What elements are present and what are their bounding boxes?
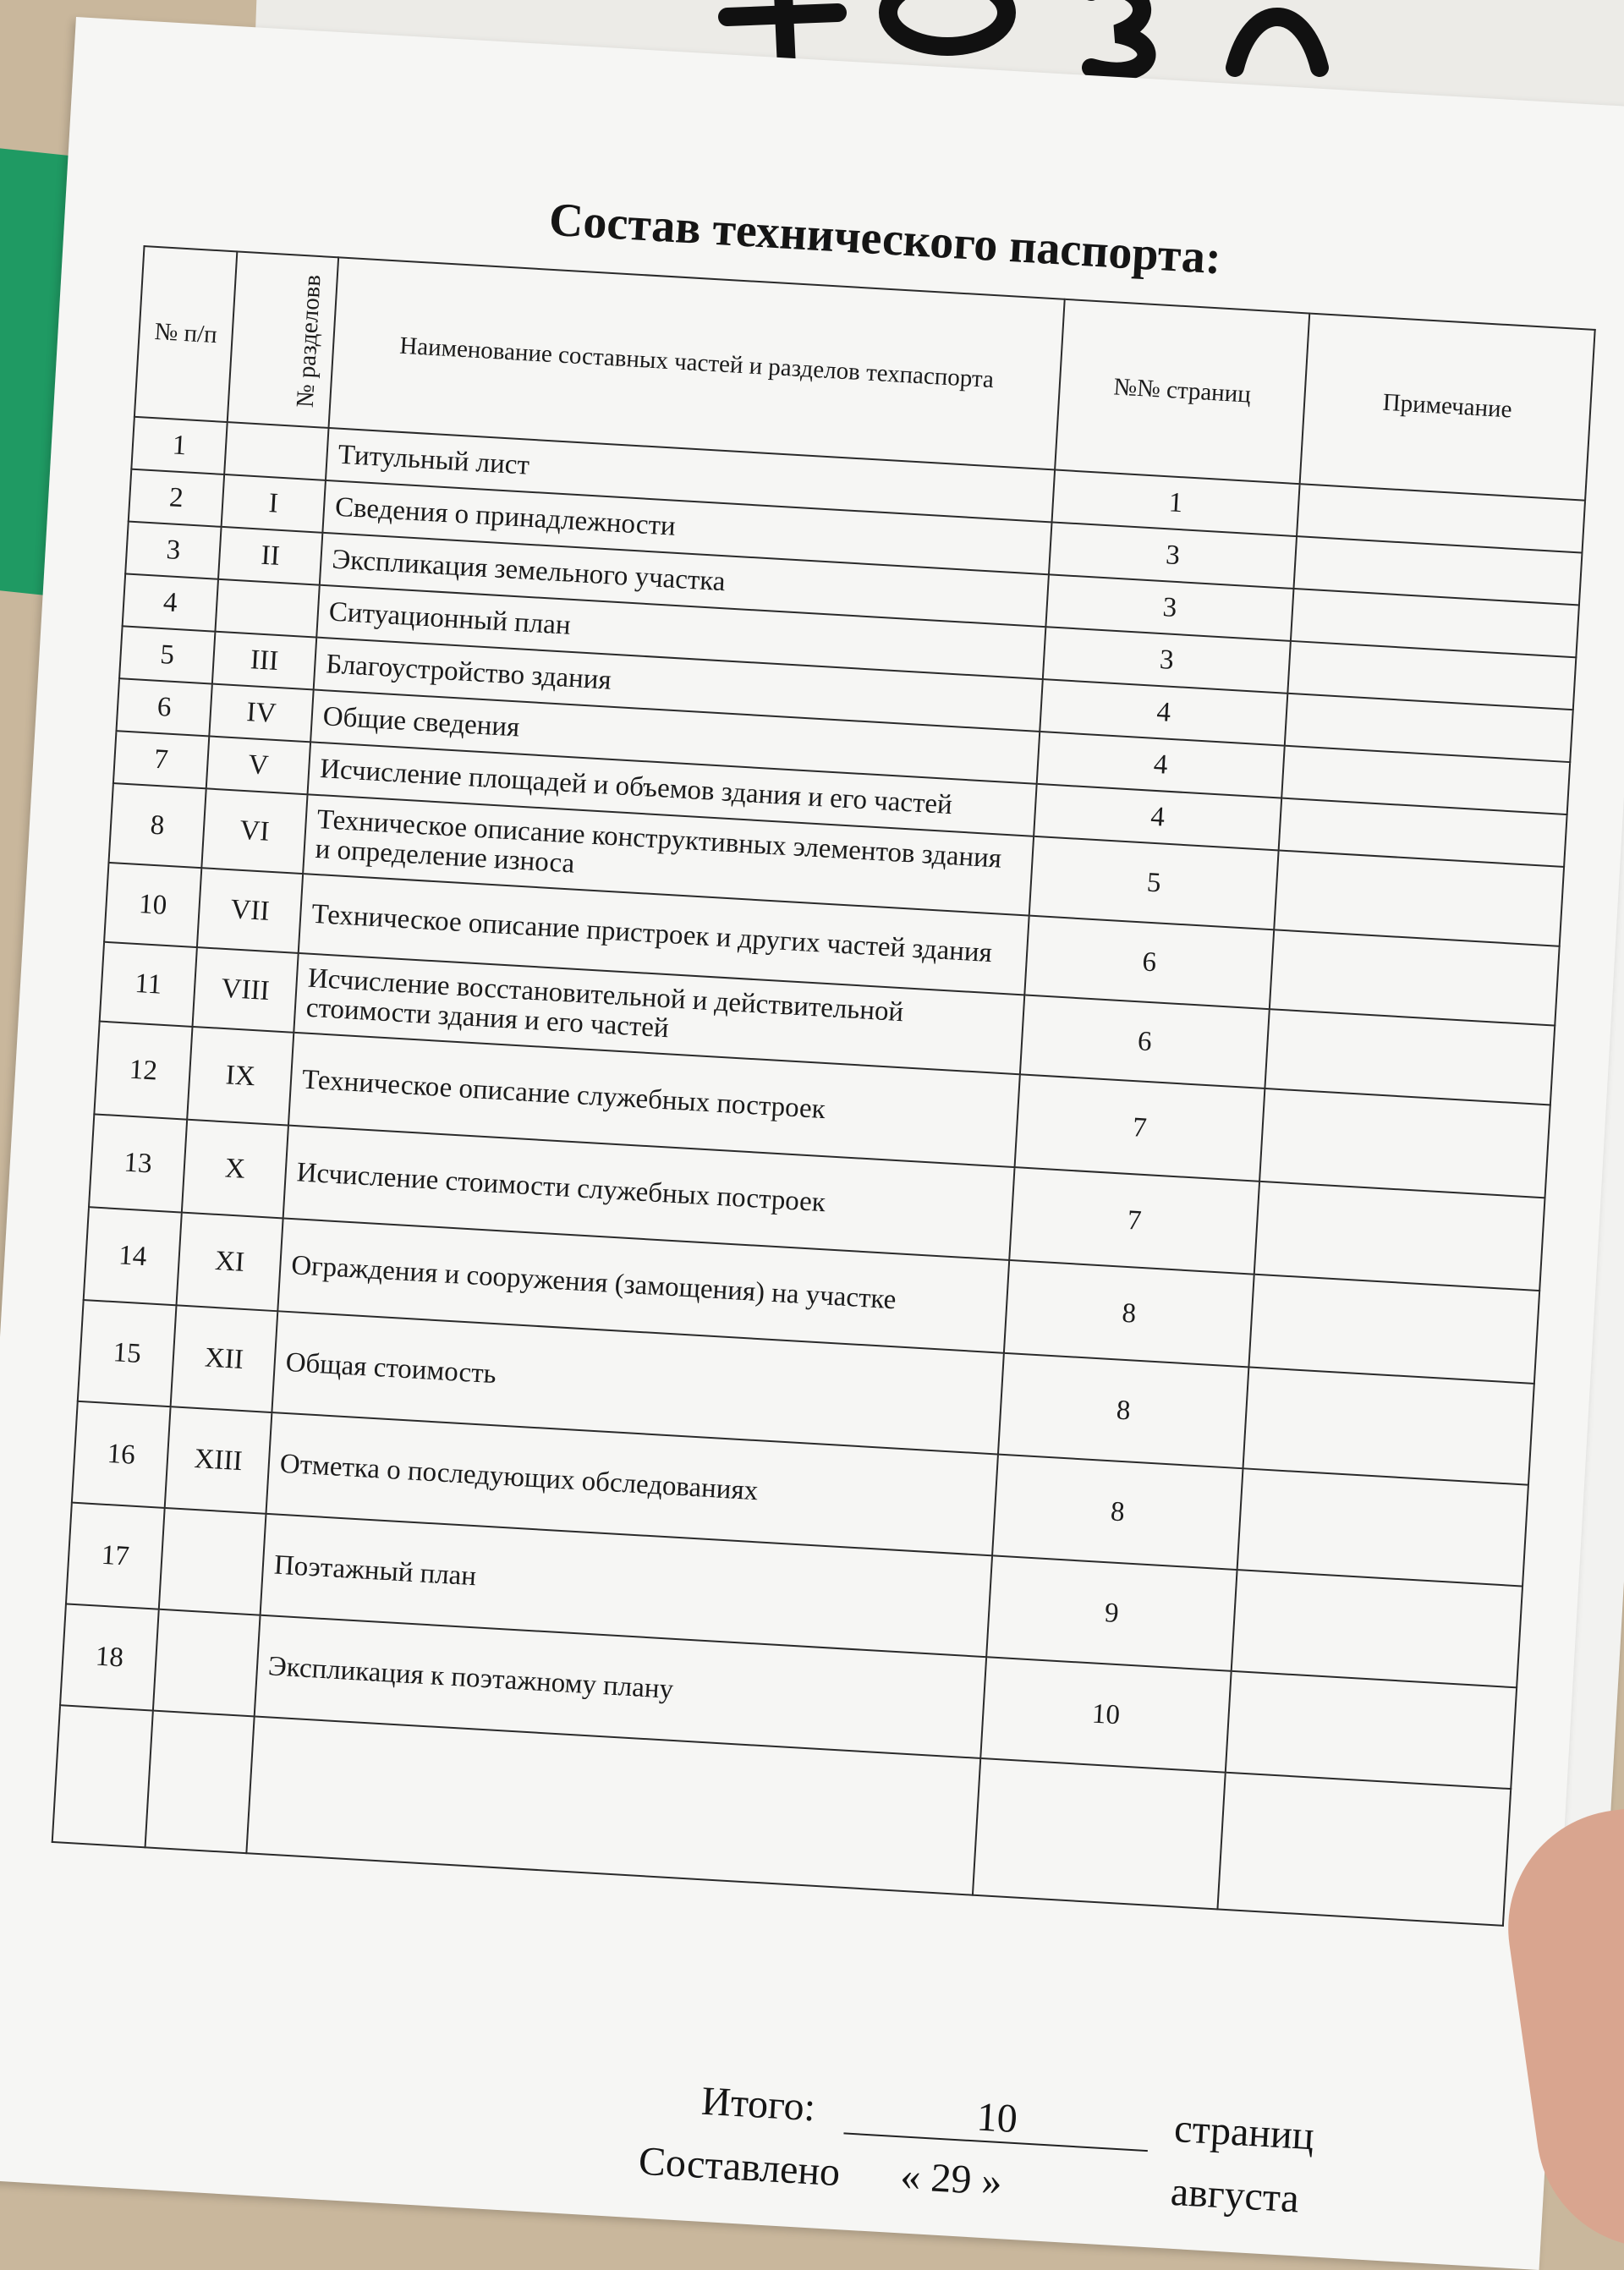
row-page: 7: [1009, 1167, 1259, 1275]
row-number: 16: [72, 1401, 171, 1508]
row-page: 10: [980, 1657, 1231, 1772]
row-name: Отметка о последующих обследованиях: [266, 1412, 997, 1555]
row-name: Титульный лист: [326, 428, 1055, 522]
row-section: X: [182, 1120, 288, 1219]
row-section: [159, 1508, 266, 1615]
row-note: [1259, 1088, 1550, 1198]
row-section: XII: [171, 1305, 278, 1412]
row-note: [1237, 1468, 1528, 1586]
row-section: VIII: [193, 947, 299, 1033]
row-number: 17: [66, 1503, 165, 1609]
total-value: 10: [843, 2086, 1150, 2152]
row-note: [1232, 1570, 1522, 1687]
row-number: 13: [89, 1114, 187, 1212]
row-number: 1: [131, 417, 227, 474]
row-number: 7: [113, 731, 209, 788]
row-name: Экспликация земельного участка: [320, 533, 1049, 627]
row-section: XIII: [165, 1406, 272, 1514]
compiled-day: « 29 »: [899, 2153, 1003, 2205]
row-page: 9: [986, 1555, 1237, 1670]
row-section: I: [222, 474, 326, 533]
row-name: Техническое описание пристроек и других частей здания: [299, 874, 1029, 995]
row-section: [224, 422, 328, 480]
row-name: Сведения о принадлежности: [322, 480, 1051, 574]
header-note: Примечание: [1300, 314, 1595, 501]
header-name: Наименование составных частей и разделов техпаспорта: [329, 257, 1065, 469]
row-section: [153, 1609, 261, 1717]
document-footer: [637, 2078, 1462, 2266]
row-number: 12: [94, 1022, 192, 1120]
row-page: 4: [1034, 784, 1281, 851]
row-number: 10: [104, 863, 201, 947]
total-unit: страниц: [1172, 2105, 1315, 2159]
row-name: Техническое описание служебных построек: [288, 1033, 1020, 1167]
header-number: № п/п: [134, 246, 237, 422]
empty-cell: [973, 1758, 1226, 1909]
row-note: [1243, 1367, 1533, 1484]
row-name: Благоустройство здания: [314, 638, 1043, 732]
row-name: Общая стоимость: [272, 1311, 1003, 1454]
row-section: VI: [201, 788, 307, 874]
row-page: 8: [1004, 1260, 1254, 1368]
row-name: Исчисление восстановительной и действительной стоимости здания и его частей: [294, 953, 1024, 1074]
header-section: [228, 251, 338, 428]
row-section: IV: [209, 684, 313, 743]
row-name: Экспликация к поэтажному плану: [255, 1615, 986, 1758]
row-page: 4: [1040, 679, 1287, 746]
row-page: 6: [1020, 995, 1270, 1088]
row-number: 2: [129, 469, 224, 527]
row-page: 1: [1052, 469, 1300, 536]
row-section: XI: [177, 1213, 283, 1312]
row-note: [1248, 1275, 1539, 1384]
row-section: II: [218, 527, 322, 585]
empty-cell: [145, 1711, 255, 1854]
row-note: [1226, 1671, 1517, 1789]
empty-cell: [1217, 1773, 1511, 1926]
row-section: IX: [187, 1027, 294, 1126]
row-number: 6: [116, 678, 211, 736]
compiled-label: Составлено: [637, 2138, 842, 2196]
contents-table: [52, 245, 1596, 1927]
row-number: 14: [84, 1207, 182, 1305]
row-note: [1254, 1182, 1545, 1291]
row-page: 4: [1037, 732, 1285, 798]
row-number: 4: [123, 573, 218, 631]
compiled-month: августа: [1169, 2169, 1301, 2222]
document-title: Состав технического паспорта:: [547, 193, 1223, 285]
total-label: Итого:: [700, 2078, 817, 2130]
row-name: Исчисление площадей и объемов здания и его частей: [308, 742, 1037, 836]
row-page: 7: [1015, 1074, 1265, 1182]
row-name: Техническое описание конструктивных элементов здания и определение износа: [303, 794, 1034, 915]
row-number: 8: [109, 783, 206, 868]
row-name: Ограждения и сооружения (замощения) на участке: [277, 1218, 1009, 1352]
document-sheet: [0, 17, 1624, 2270]
row-page: 3: [1049, 522, 1297, 589]
header-pages: №№ страниц: [1055, 299, 1309, 484]
row-name: Общие сведения: [310, 689, 1040, 783]
row-name: Поэтажный план: [261, 1514, 992, 1657]
row-number: 11: [100, 942, 197, 1027]
row-section: III: [212, 632, 316, 690]
empty-cell: [52, 1705, 153, 1847]
row-page: 3: [1043, 627, 1291, 694]
row-section: [215, 579, 319, 638]
row-number: 15: [78, 1300, 177, 1406]
row-page: 8: [992, 1455, 1243, 1570]
row-section: V: [206, 736, 310, 794]
header-section-label: № разделовв: [291, 274, 326, 408]
row-page: 3: [1045, 574, 1293, 641]
row-number: 5: [119, 626, 215, 683]
row-page: 6: [1024, 916, 1274, 1010]
row-page: 5: [1029, 836, 1279, 930]
row-section: VII: [197, 868, 303, 953]
row-number: 18: [60, 1604, 159, 1710]
row-name: Исчисление стоимости служебных построек: [283, 1126, 1015, 1260]
row-page: 8: [998, 1353, 1248, 1468]
row-number: 3: [125, 522, 221, 579]
row-name: Ситуационный план: [316, 585, 1045, 679]
